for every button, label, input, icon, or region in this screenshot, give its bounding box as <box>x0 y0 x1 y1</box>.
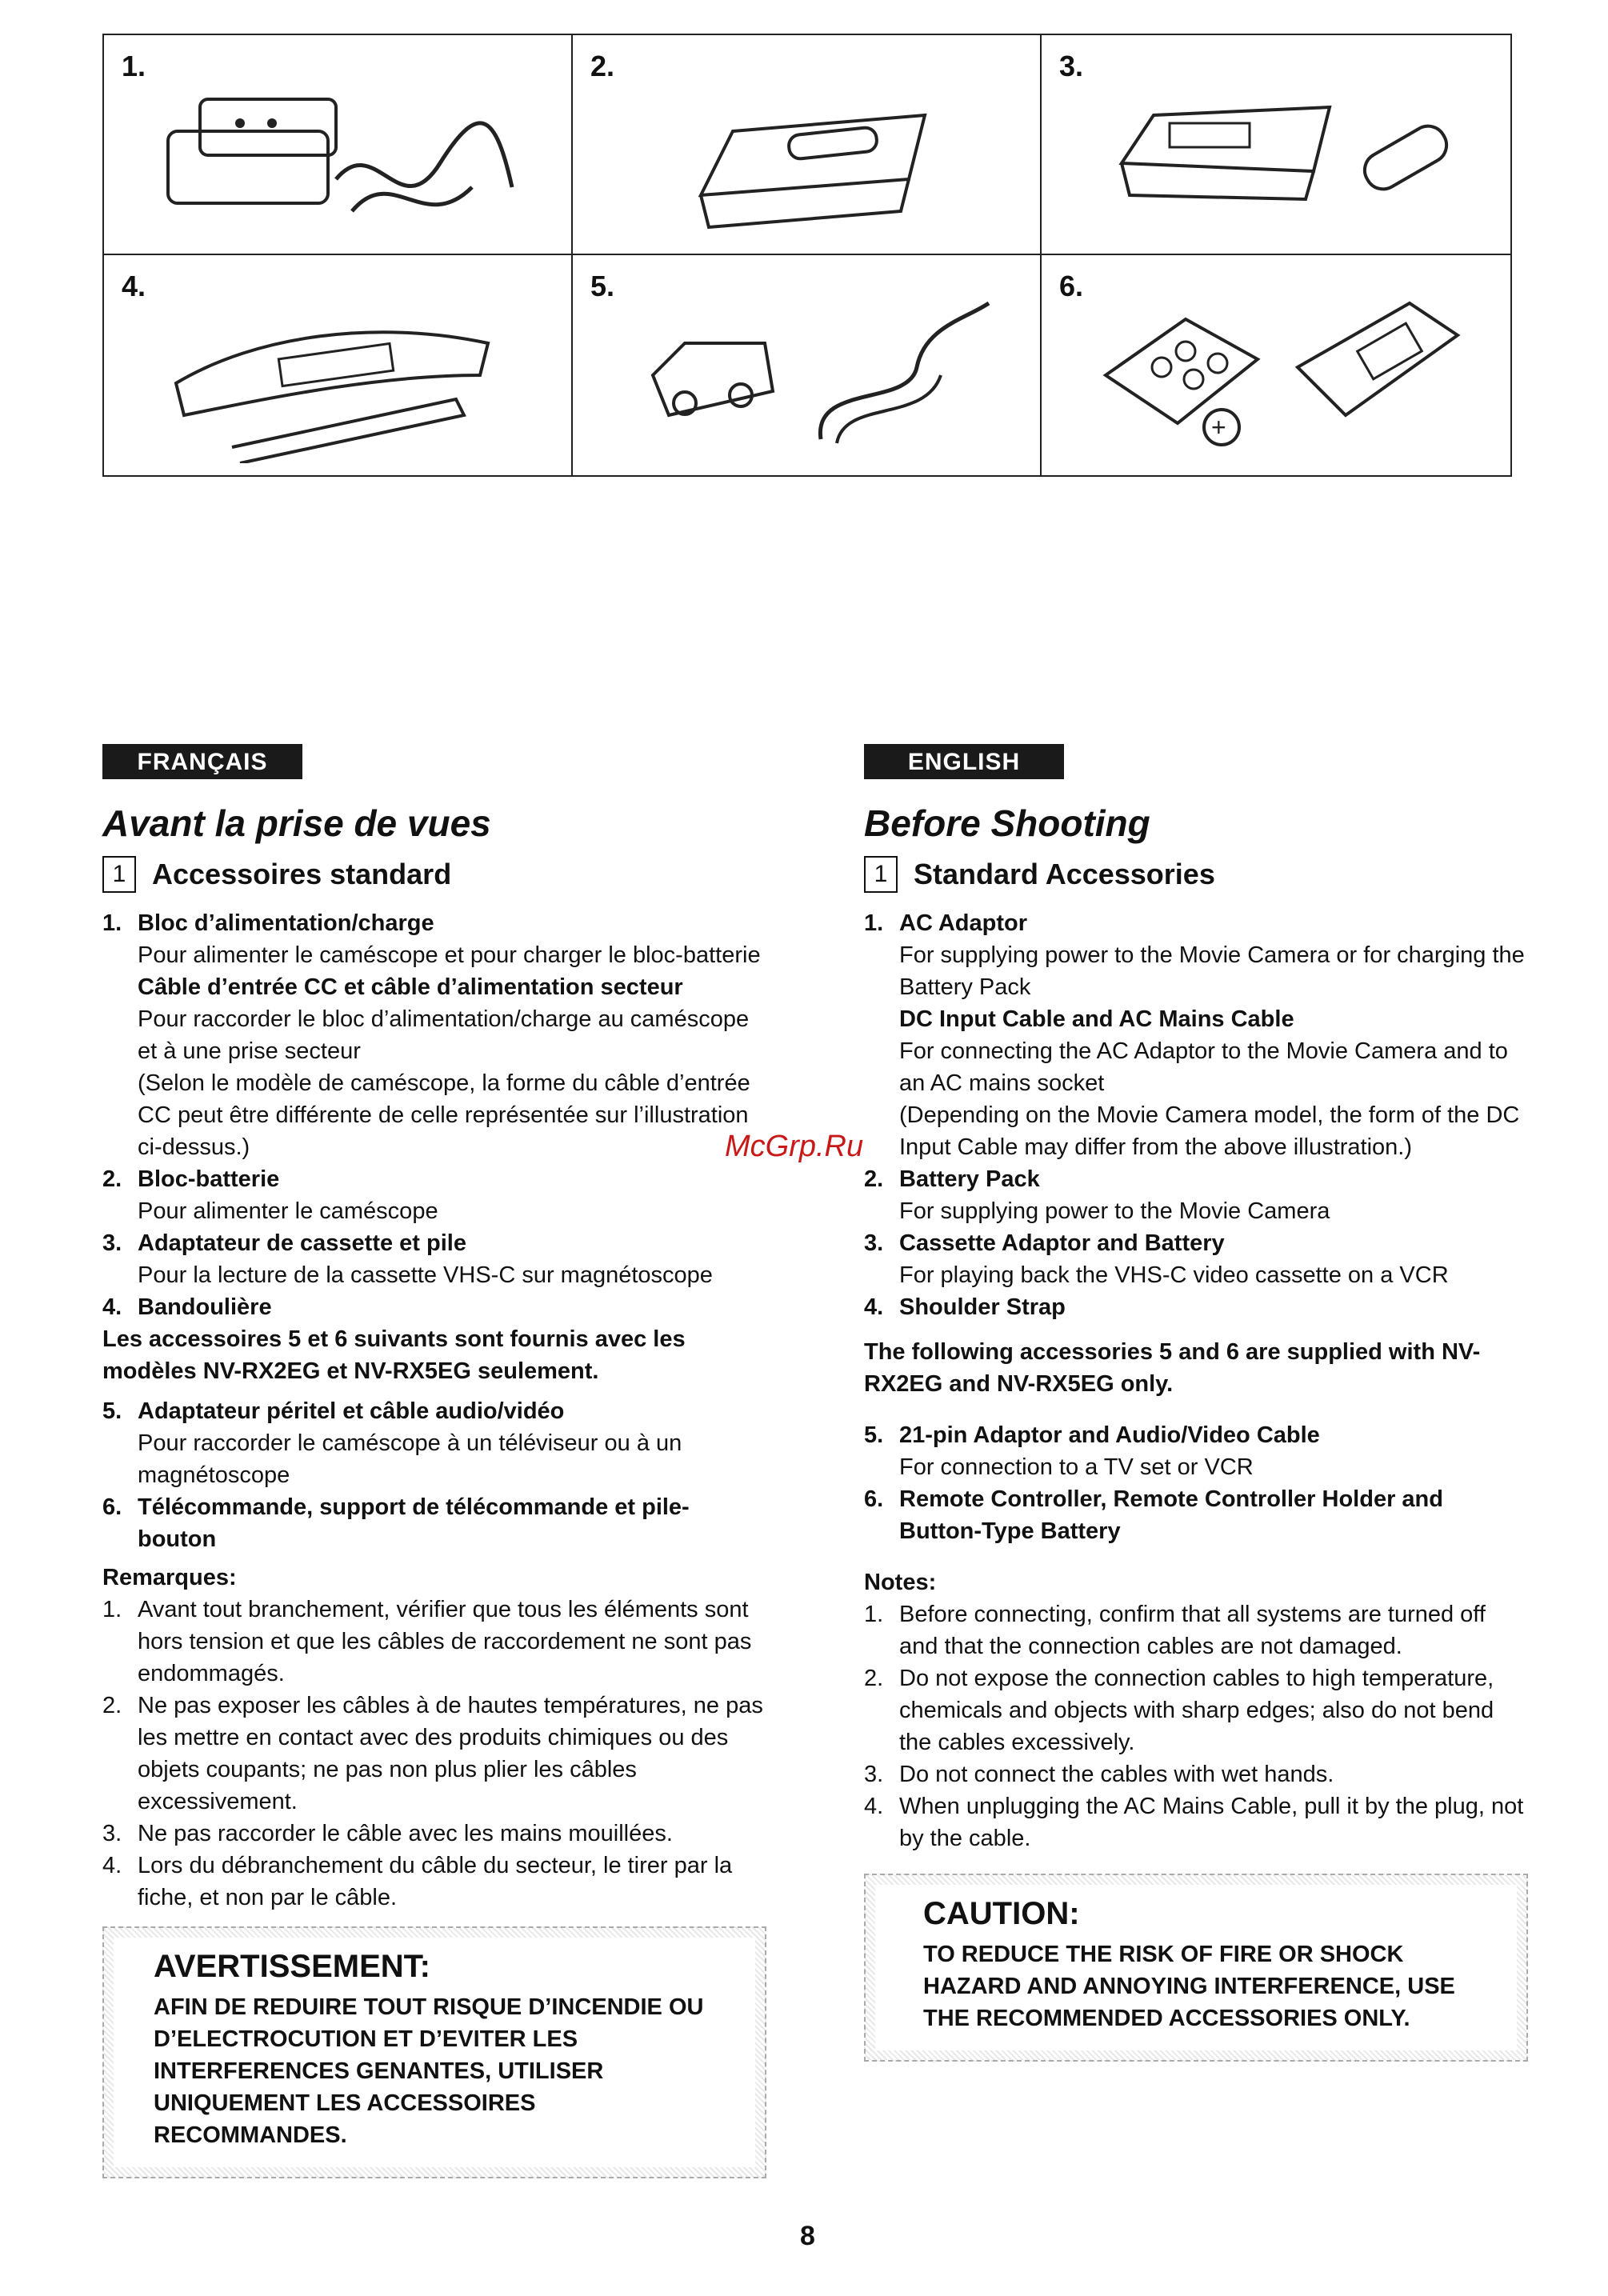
warning-text: AFIN DE REDUIRE TOUT RISQUE D’INCENDIE OU D’ELECTROCUTION ET D’EVITER LES INTERFERENCES GENANTES, UTILISER UNIQUEMENT LES ACCESSOIRES RECOMMANDES. <box>154 1994 704 2148</box>
figure-4 <box>104 255 573 475</box>
list-item <box>864 1291 1528 1323</box>
english-items-optional <box>864 1419 1528 1547</box>
item-number: 4. <box>102 1294 122 1320</box>
item-number: 4. <box>864 1294 884 1320</box>
list-item <box>102 1291 766 1323</box>
item-desc: Pour alimenter le caméscope <box>138 1198 438 1224</box>
remark-item <box>864 1790 1528 1854</box>
item-desc: (Depending on the Movie Camera model, the form of the DC Input Cable may differ from the above illustration.) <box>899 1102 1520 1160</box>
battery-pack-icon <box>605 67 1005 243</box>
figure-1-label: 1. <box>122 50 146 82</box>
french-remarks-title: Remarques: <box>102 1565 237 1590</box>
caution-text: TO REDUCE THE RISK OF FIRE OR SHOCK HAZARD AND ANNOYING INTERFERENCE, USE THE RECOMMENDED ACCESSORIES ONLY. <box>923 1942 1455 2031</box>
list-item <box>864 1483 1528 1547</box>
list-item <box>102 907 766 1163</box>
english-title: Before Shooting <box>864 802 1150 844</box>
item-title: Câble d’entrée CC et câble d’alimentation secteur <box>138 974 683 1000</box>
item-desc: For playing back the VHS-C video cassette on a VCR <box>899 1262 1449 1288</box>
remark-number: 1. <box>102 1597 122 1622</box>
item-desc: Pour raccorder le caméscope à un téléviseur ou à un magnétoscope <box>138 1430 682 1488</box>
figure-3 <box>1042 35 1510 255</box>
item-desc: Pour raccorder le bloc d’alimentation/charge au caméscope et à une prise secteur <box>138 1006 750 1064</box>
remark-text: Do not connect the cables with wet hands. <box>899 1762 1334 1787</box>
item-title: Battery Pack <box>899 1166 1040 1192</box>
figure-3-label: 3. <box>1059 50 1084 82</box>
remote-controller-icon <box>1074 287 1474 463</box>
ac-adaptor-icon <box>136 67 536 243</box>
accessories-illustration-grid <box>102 34 1512 477</box>
shoulder-strap-icon <box>136 287 536 463</box>
section-number-box: 1 <box>864 856 898 893</box>
remark-number: 2. <box>864 1666 884 1691</box>
warning-title: AVERTISSEMENT: <box>154 1949 430 1984</box>
remark-item <box>102 1850 766 1914</box>
french-column <box>102 744 766 2178</box>
remark-text: When unplugging the AC Mains Cable, pull it by the plug, not by the cable. <box>899 1794 1524 1851</box>
list-item <box>102 1227 766 1291</box>
list-item <box>102 1395 766 1491</box>
item-title: Cassette Adaptor and Battery <box>899 1230 1225 1256</box>
english-column <box>864 744 1528 2062</box>
list-item <box>864 907 1528 1163</box>
remark-item <box>102 1818 766 1850</box>
list-item <box>102 1491 766 1555</box>
french-title: Avant la prise de vues <box>102 802 491 844</box>
item-title: Bloc d’alimentation/charge <box>138 910 434 936</box>
lang-tab-french: FRANÇAIS <box>102 744 302 779</box>
french-supply-note: Les accessoires 5 et 6 suivants sont fournis avec les modèles NV-RX2EG et NV-RX5EG seulement. <box>102 1326 686 1384</box>
list-item <box>864 1163 1528 1227</box>
remark-text: Do not expose the connection cables to high temperature, chemicals and objects with sharp edges; also do not bend the cables excessively. <box>899 1666 1494 1755</box>
remark-number: 4. <box>102 1853 122 1878</box>
figure-6 <box>1042 255 1510 475</box>
remark-item <box>864 1598 1528 1662</box>
french-items-optional <box>102 1395 766 1555</box>
english-supply-note: The following accessories 5 and 6 are supplied with NV-RX2EG and NV-RX5EG only. <box>864 1339 1481 1397</box>
page-number: 8 <box>800 2221 815 2251</box>
figure-2 <box>573 35 1042 255</box>
french-items <box>102 907 766 1323</box>
item-desc: Pour alimenter le caméscope et pour charger le bloc-batterie <box>138 942 761 968</box>
french-section-title: Accessoires standard <box>152 858 452 890</box>
item-desc: For connection to a TV set or VCR <box>899 1454 1254 1480</box>
remark-text: Before connecting, confirm that all systems are turned off and that the connection cables are not damaged. <box>899 1602 1486 1659</box>
remark-item <box>864 1758 1528 1790</box>
item-desc: For connecting the AC Adaptor to the Movie Camera and to an AC mains socket <box>899 1038 1508 1096</box>
figure-1 <box>104 35 573 255</box>
item-title: Télécommande, support de télécommande et pile-bouton <box>138 1494 690 1552</box>
item-number: 1. <box>864 910 884 936</box>
remark-number: 3. <box>864 1762 884 1787</box>
item-desc: For supplying power to the Movie Camera <box>899 1198 1330 1224</box>
watermark: McGrp.Ru <box>725 1130 864 1163</box>
section-number-box: 1 <box>102 856 136 893</box>
item-number: 3. <box>864 1230 884 1256</box>
item-number: 6. <box>864 1486 884 1512</box>
list-item <box>102 1163 766 1227</box>
item-number: 5. <box>864 1422 884 1448</box>
item-desc: For supplying power to the Movie Camera or for charging the Battery Pack <box>899 942 1525 1000</box>
english-section-heading <box>864 856 1528 893</box>
french-section-heading <box>102 856 766 893</box>
remark-number: 4. <box>864 1794 884 1819</box>
remark-number: 2. <box>102 1693 122 1718</box>
remark-item <box>102 1690 766 1818</box>
figure-5-label: 5. <box>590 270 615 302</box>
caution-title: CAUTION: <box>923 1896 1080 1931</box>
english-caution-box <box>864 1874 1528 2062</box>
item-desc: (Selon le modèle de caméscope, la forme du câble d’entrée CC peut être différente de celle représentée sur l’illustration ci-dessus.) <box>138 1070 750 1160</box>
remark-text: Avant tout branchement, vérifier que tous les éléments sont hors tension et que les câbles de raccordement ne sont pas endommagés. <box>138 1597 752 1686</box>
list-item <box>864 1227 1528 1291</box>
figure-5 <box>573 255 1042 475</box>
figure-6-label: 6. <box>1059 270 1084 302</box>
item-number: 2. <box>864 1166 884 1192</box>
item-number: 5. <box>102 1398 122 1424</box>
remark-item <box>102 1594 766 1690</box>
item-title: Bandoulière <box>138 1294 272 1320</box>
english-notes-title: Notes: <box>864 1570 937 1595</box>
remark-text: Ne pas raccorder le câble avec les mains mouillées. <box>138 1821 673 1846</box>
item-title: AC Adaptor <box>899 910 1028 936</box>
list-item <box>864 1419 1528 1483</box>
french-warning-box <box>102 1926 766 2178</box>
english-items <box>864 907 1528 1323</box>
remark-item <box>864 1662 1528 1758</box>
item-title: Adaptateur péritel et câble audio/vidéo <box>138 1398 565 1424</box>
scart-adaptor-icon <box>605 287 1005 463</box>
item-number: 6. <box>102 1494 122 1520</box>
svg-text:+: + <box>1211 413 1226 442</box>
item-title: DC Input Cable and AC Mains Cable <box>899 1006 1294 1032</box>
remark-text: Lors du débranchement du câble du secteur, le tirer par la fiche, et non par le câble. <box>138 1853 733 1910</box>
item-title: Bloc-batterie <box>138 1166 280 1192</box>
item-number: 1. <box>102 910 122 936</box>
cassette-adaptor-icon <box>1074 67 1474 243</box>
figure-4-label: 4. <box>122 270 146 302</box>
item-title: Shoulder Strap <box>899 1294 1066 1320</box>
item-number: 2. <box>102 1166 122 1192</box>
item-desc: Pour la lecture de la cassette VHS-C sur magnétoscope <box>138 1262 713 1288</box>
item-number: 3. <box>102 1230 122 1256</box>
remark-text: Ne pas exposer les câbles à de hautes températures, ne pas les mettre en contact avec des produits chimiques ou des objets coupants; ne pas non plus plier les câbles excessivement. <box>138 1693 763 1814</box>
english-section-title: Standard Accessories <box>914 858 1215 890</box>
lang-tab-english: ENGLISH <box>864 744 1064 779</box>
item-title: 21-pin Adaptor and Audio/Video Cable <box>899 1422 1320 1448</box>
item-title: Adaptateur de cassette et pile <box>138 1230 466 1256</box>
remark-number: 3. <box>102 1821 122 1846</box>
figure-2-label: 2. <box>590 50 615 82</box>
remark-number: 1. <box>864 1602 884 1627</box>
item-title: Remote Controller, Remote Controller Holder and Button-Type Battery <box>899 1486 1443 1544</box>
